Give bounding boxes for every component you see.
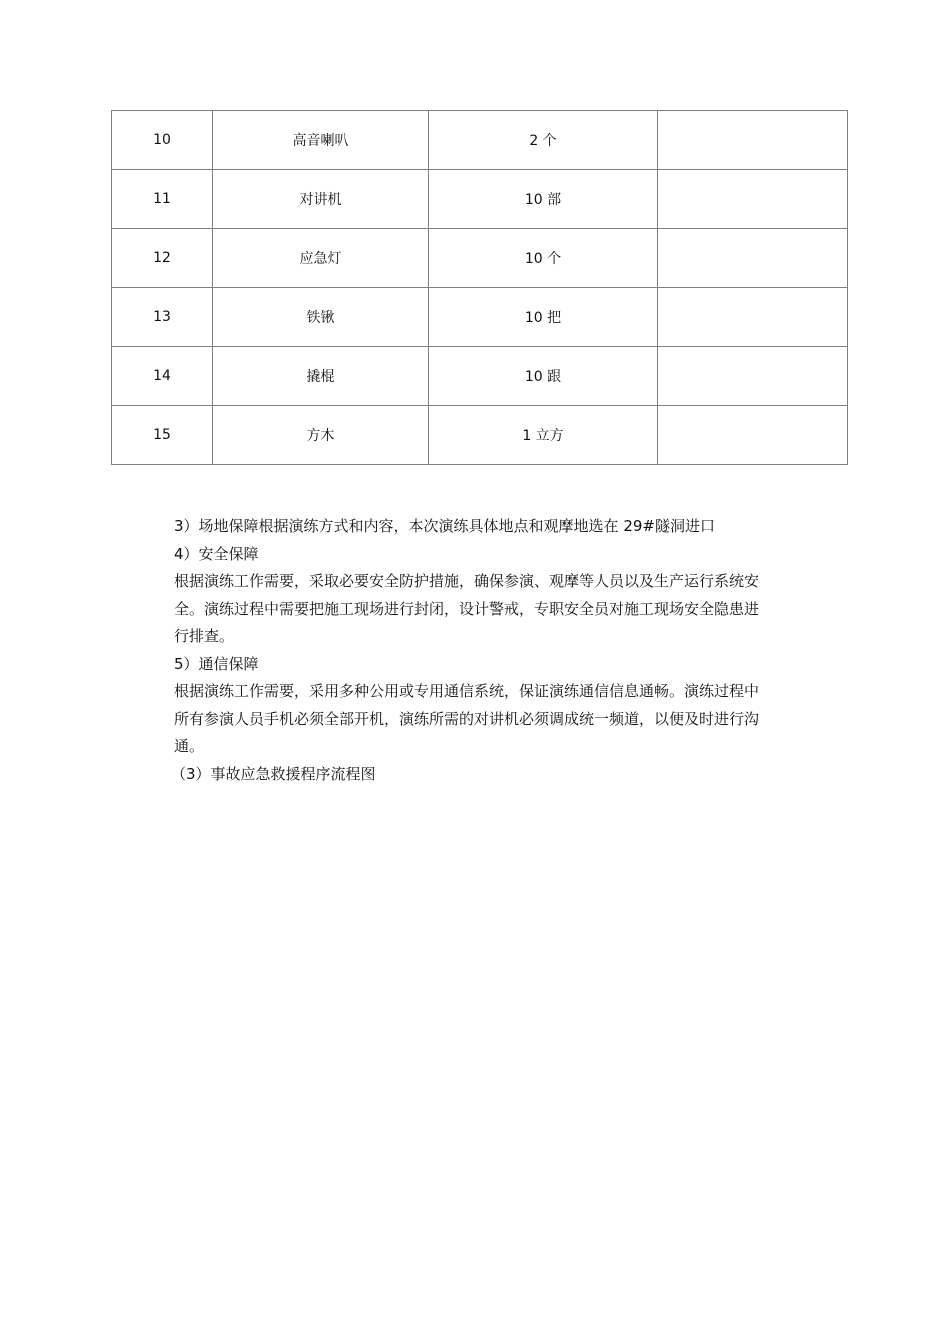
equipment-remark xyxy=(658,406,848,465)
row-number: 14 xyxy=(112,347,213,406)
row-number: 15 xyxy=(112,406,213,465)
equipment-name: 方木 xyxy=(213,406,429,465)
flowchart-heading: （3）事故应急救援程序流程图 xyxy=(171,764,376,783)
equipment-quantity: 1 立方 xyxy=(429,406,658,465)
equipment-name: 高音喇叭 xyxy=(213,111,429,170)
communication-paragraph-line: 根据演练工作需要，采用多种公用或专用通信系统，保证演练通信信息通畅。演练过程中 xyxy=(174,682,760,700)
equipment-name: 撬棍 xyxy=(213,347,429,406)
row-number: 12 xyxy=(112,229,213,288)
equipment-quantity: 10 部 xyxy=(429,170,658,229)
table-row xyxy=(112,229,848,288)
equipment-table xyxy=(111,110,848,465)
table-row xyxy=(112,406,848,465)
equipment-remark xyxy=(658,229,848,288)
venue-guarantee-paragraph: 3）场地保障根据演练方式和内容，本次演练具体地点和观摩地选在 29#隧洞进口 xyxy=(174,517,715,535)
equipment-name: 铁锹 xyxy=(213,288,429,347)
document-body xyxy=(171,513,842,788)
equipment-quantity: 2 个 xyxy=(429,111,658,170)
equipment-remark xyxy=(658,170,848,229)
table-row xyxy=(112,347,848,406)
table-row xyxy=(112,170,848,229)
equipment-remark xyxy=(658,347,848,406)
communication-paragraph-line: 所有参演人员手机必须全部开机，演练所需的对讲机必须调成统一频道，以便及时进行沟 xyxy=(174,709,760,728)
equipment-remark xyxy=(658,111,848,170)
equipment-name: 对讲机 xyxy=(213,170,429,229)
safety-paragraph-line: 根据演练工作需要，采取必要安全防护措施，确保参演、观摩等人员以及生产运行系统安 xyxy=(174,572,760,590)
table-row xyxy=(112,288,848,347)
equipment-quantity: 10 个 xyxy=(429,229,658,288)
table-row xyxy=(112,111,848,170)
communication-heading: 5）通信保障 xyxy=(174,654,259,673)
equipment-quantity: 10 跟 xyxy=(429,347,658,406)
equipment-remark xyxy=(658,288,848,347)
safety-paragraph-line: 行排查。 xyxy=(174,627,235,645)
safety-heading: 4）安全保障 xyxy=(174,544,259,563)
safety-paragraph-line: 全。演练过程中需要把施工现场进行封闭，设计警戒，专职安全员对施工现场安全隐患进 xyxy=(174,599,760,618)
equipment-name: 应急灯 xyxy=(213,229,429,288)
equipment-quantity: 10 把 xyxy=(429,288,658,347)
row-number: 13 xyxy=(112,288,213,347)
row-number: 11 xyxy=(112,170,213,229)
communication-paragraph-line: 通。 xyxy=(174,737,205,755)
row-number: 10 xyxy=(112,111,213,170)
